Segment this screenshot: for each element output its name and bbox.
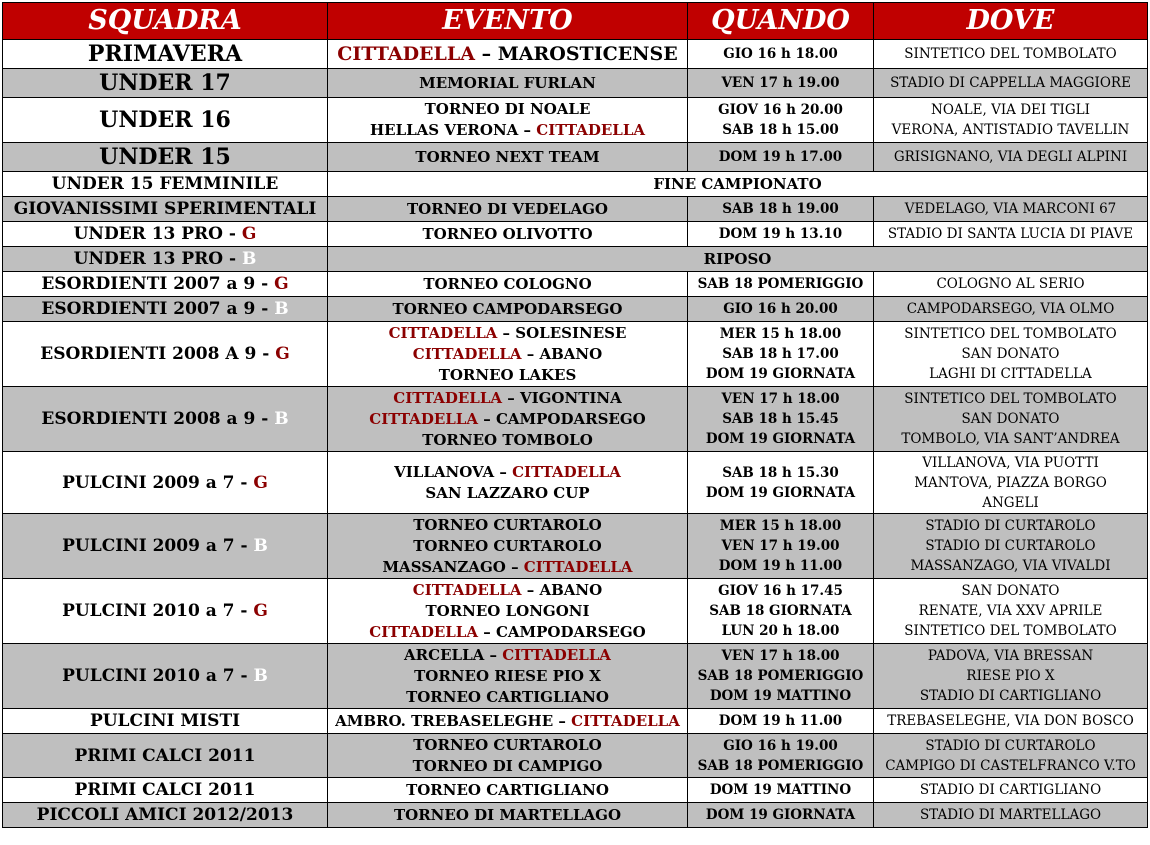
- squadra-group-badge: B: [241, 249, 257, 269]
- table-row: [3, 297, 1148, 322]
- evento-text: TORNEO CARTIGLIANO: [406, 780, 609, 799]
- quando-line: DOM 19 GIORNATA: [705, 484, 856, 501]
- squadra-group-badge: B: [253, 536, 268, 556]
- evento-line: [330, 515, 685, 536]
- squadra-cell: [3, 322, 328, 387]
- evento-line: [330, 120, 685, 141]
- evento-cell: [328, 778, 688, 803]
- dove-cell: [874, 297, 1148, 322]
- squadra-name: ESORDIENTI 2008 a 9 -: [41, 409, 275, 429]
- squadra-cell: [3, 803, 328, 828]
- squadra-cell: [3, 69, 328, 98]
- quando-line: DOM 19 GIORNATA: [705, 807, 856, 823]
- quando-cell: [688, 644, 874, 709]
- table-row: [3, 514, 1148, 579]
- quando-cell: [688, 98, 874, 143]
- team-highlight: CITTADELLA: [369, 409, 478, 428]
- dove-line: STADIO DI CURTAROLO: [925, 538, 1096, 554]
- evento-text: TORNEO COLOGNO: [423, 274, 592, 293]
- dove-line: STADIO DI CAPPELLA MAGGIORE: [890, 75, 1131, 91]
- team-highlight: CITTADELLA: [512, 462, 621, 481]
- evento-line: [330, 388, 685, 409]
- quando-line: SAB 18 h 15.45: [722, 411, 839, 427]
- evento-text: TORNEO LONGONI: [425, 601, 590, 620]
- dove-cell: [874, 734, 1148, 778]
- evento-line: [330, 44, 685, 65]
- squadra-name: PULCINI 2009 a 7 -: [62, 472, 254, 493]
- evento-line: [330, 580, 685, 601]
- dove-line: RIESE PIO X: [966, 668, 1055, 684]
- squadra-name: UNDER 13 PRO -: [73, 224, 242, 244]
- dove-line: CAMPODARSEGO, VIA OLMO: [906, 301, 1115, 317]
- quando-line: SAB 18 h 15.00: [722, 122, 839, 138]
- quando-cell: [688, 222, 874, 247]
- dove-cell: [874, 452, 1148, 514]
- dove-line: ANGELI: [982, 494, 1039, 511]
- evento-line: [330, 299, 685, 320]
- squadra-name: PULCINI 2010 a 7 -: [62, 666, 254, 686]
- header-evento: EVENTO: [328, 3, 688, 40]
- evento-text: – ABANO: [521, 580, 603, 599]
- quando-line: VEN 17 h 18.00: [721, 391, 840, 407]
- evento-text: TORNEO CAMPODARSEGO: [392, 299, 623, 318]
- evento-cell: [328, 98, 688, 143]
- dove-cell: [874, 69, 1148, 98]
- evento-text: SAN LAZZARO CUP: [425, 483, 590, 502]
- table-row: [3, 644, 1148, 709]
- evento-cell: [328, 579, 688, 644]
- evento-cell: [328, 387, 688, 452]
- dove-line: STADIO DI CARTIGLIANO: [919, 782, 1102, 798]
- squadra-cell: [3, 734, 328, 778]
- dove-line: STADIO DI CURTAROLO: [925, 518, 1096, 534]
- evento-cell: [328, 272, 688, 297]
- squadra-group-badge: G: [253, 601, 268, 621]
- dove-line: SINTETICO DEL TOMBOLATO: [904, 623, 1117, 639]
- squadra-group-badge: G: [241, 224, 257, 244]
- dove-cell: [874, 143, 1148, 172]
- quando-cell: [688, 143, 874, 172]
- evento-text: TORNEO DI VEDELAGO: [407, 199, 608, 218]
- evento-text: ARCELLA –: [404, 645, 503, 664]
- evento-line: [330, 199, 685, 220]
- evento-text: HELLAS VERONA –: [369, 121, 537, 139]
- schedule-body: [3, 40, 1148, 828]
- squadra-cell: [3, 452, 328, 514]
- evento-text: TORNEO DI MARTELLAGO: [393, 805, 622, 824]
- evento-text: MASSANZAGO –: [382, 557, 524, 576]
- table-row: [3, 69, 1148, 98]
- evento-cell: [328, 197, 688, 222]
- dove-cell: [874, 222, 1148, 247]
- quando-line: VEN 17 h 18.00: [721, 648, 840, 664]
- evento-span-cell: FINE CAMPIONATO: [328, 172, 1148, 197]
- quando-line: GIO 16 h 18.00: [723, 46, 838, 62]
- squadra-cell: [3, 247, 328, 272]
- table-row: [3, 98, 1148, 143]
- dove-line: LAGHI DI CITTADELLA: [929, 366, 1092, 382]
- header-row: [3, 3, 1148, 40]
- evento-text: TORNEO LAKES: [438, 365, 577, 384]
- evento-line: [330, 805, 685, 826]
- squadra-group-badge: B: [253, 666, 268, 686]
- table-row: [3, 803, 1148, 828]
- dove-cell: [874, 98, 1148, 143]
- evento-text: TORNEO NEXT TEAM: [415, 147, 600, 166]
- team-highlight: CITTADELLA: [393, 388, 503, 407]
- table-row: [3, 778, 1148, 803]
- dove-cell: [874, 514, 1148, 579]
- quando-cell: [688, 297, 874, 322]
- team-highlight: CITTADELLA: [536, 121, 646, 139]
- dove-cell: [874, 803, 1148, 828]
- dove-cell: [874, 778, 1148, 803]
- team-highlight: CITTADELLA: [412, 580, 522, 599]
- squadra-name: ESORDIENTI 2007 a 9 -: [41, 299, 275, 319]
- dove-line: SAN DONATO: [961, 411, 1060, 427]
- quando-cell: [688, 514, 874, 579]
- table-row: [3, 322, 1148, 387]
- squadra-cell: [3, 778, 328, 803]
- squadra-cell: [3, 272, 328, 297]
- dove-line: GRISIGNANO, VIA DEGLI ALPINI: [893, 149, 1128, 165]
- evento-text: – MAROSTICENSE: [474, 42, 678, 65]
- quando-cell: [688, 734, 874, 778]
- quando-line: DOM 19 h 13.10: [718, 226, 843, 242]
- dove-line: PADOVA, VIA BRESSAN: [927, 648, 1094, 664]
- squadra-group-badge: G: [274, 274, 289, 294]
- dove-line: MANTOVA, PIAZZA BORGO: [914, 474, 1107, 491]
- team-highlight: CITTADELLA: [337, 42, 475, 65]
- squadra-name: UNDER 15 FEMMINILE: [51, 174, 279, 194]
- squadra-cell: [3, 172, 328, 197]
- table-row: [3, 387, 1148, 452]
- dove-line: CAMPIGO DI CASTELFRANCO V.TO: [885, 757, 1136, 774]
- squadra-cell: [3, 98, 328, 143]
- dove-cell: [874, 644, 1148, 709]
- evento-text: TORNEO CURTAROLO: [413, 536, 602, 555]
- evento-line: [330, 430, 685, 451]
- evento-cell: [328, 514, 688, 579]
- quando-line: GIOV 16 h 20.00: [718, 102, 843, 118]
- table-row: [3, 709, 1148, 734]
- squadra-name: PICCOLI AMICI 2012/2013: [36, 805, 294, 825]
- dove-cell: [874, 197, 1148, 222]
- evento-line: [330, 99, 685, 120]
- table-row: [3, 40, 1148, 69]
- quando-line: DOM 19 GIORNATA: [705, 431, 856, 447]
- quando-line: VEN 17 h 19.00: [721, 75, 840, 91]
- dove-line: VILLANOVA, VIA PUOTTI: [922, 454, 1099, 471]
- squadra-cell: [3, 40, 328, 69]
- evento-text: TORNEO OLIVOTTO: [422, 224, 593, 243]
- table-row: [3, 172, 1148, 197]
- header-quando: QUANDO: [688, 3, 874, 40]
- dove-cell: [874, 322, 1148, 387]
- evento-text: TORNEO RIESE PIO X: [414, 666, 601, 685]
- squadra-cell: [3, 579, 328, 644]
- evento-cell: [328, 803, 688, 828]
- evento-text: TORNEO CARTIGLIANO: [406, 687, 609, 706]
- evento-cell: [328, 644, 688, 709]
- evento-line: [330, 645, 685, 666]
- evento-cell: [328, 452, 688, 514]
- dove-cell: [874, 579, 1148, 644]
- evento-line: [330, 687, 685, 708]
- dove-cell: [874, 387, 1148, 452]
- quando-line: LUN 20 h 18.00: [721, 623, 840, 639]
- squadra-name: UNDER 15: [99, 144, 231, 170]
- squadra-cell: [3, 297, 328, 322]
- quando-line: DOM 19 MATTINO: [709, 688, 852, 704]
- quando-cell: [688, 778, 874, 803]
- dove-line: SINTETICO DEL TOMBOLATO: [904, 46, 1117, 62]
- evento-line: [330, 536, 685, 557]
- dove-line: SINTETICO DEL TOMBOLATO: [904, 326, 1117, 342]
- table-row: [3, 197, 1148, 222]
- quando-cell: [688, 40, 874, 69]
- evento-line: [330, 601, 685, 622]
- quando-line: DOM 19 GIORNATA: [705, 366, 856, 382]
- evento-text: – ABANO: [521, 344, 603, 363]
- squadra-group-badge: G: [275, 344, 290, 364]
- evento-cell: [328, 222, 688, 247]
- quando-cell: [688, 272, 874, 297]
- evento-text: TORNEO CURTAROLO: [413, 515, 602, 534]
- evento-line: [330, 224, 685, 245]
- dove-line: VEDELAGO, VIA MARCONI 67: [904, 201, 1117, 217]
- table-row: [3, 222, 1148, 247]
- evento-cell: [328, 734, 688, 778]
- dove-line: SAN DONATO: [961, 583, 1060, 599]
- evento-line: [330, 274, 685, 295]
- evento-line: [330, 323, 685, 344]
- evento-text: – SOLESINESE: [497, 323, 627, 342]
- evento-line: [330, 622, 685, 643]
- squadra-cell: [3, 197, 328, 222]
- quando-line: DOM 19 h 11.00: [718, 558, 843, 574]
- squadra-name: PULCINI 2009 a 7 -: [62, 536, 254, 556]
- header-squadra: SQUADRA: [3, 3, 328, 40]
- dove-line: RENATE, VIA XXV APRILE: [918, 603, 1103, 619]
- quando-cell: [688, 69, 874, 98]
- squadra-name: UNDER 16: [99, 107, 231, 133]
- table-row: [3, 272, 1148, 297]
- dove-line: STADIO DI MARTELLAGO: [919, 807, 1102, 823]
- team-highlight: CITTADELLA: [412, 344, 522, 363]
- evento-cell: [328, 322, 688, 387]
- squadra-cell: [3, 709, 328, 734]
- squadra-name: PULCINI 2010 a 7 -: [62, 601, 254, 621]
- dove-line: SINTETICO DEL TOMBOLATO: [904, 391, 1117, 407]
- squadra-name: PRIMI CALCI 2011: [74, 780, 256, 800]
- squadra-cell: [3, 143, 328, 172]
- quando-cell: [688, 803, 874, 828]
- evento-text: – VIGONTINA: [502, 388, 622, 407]
- evento-line: [330, 780, 685, 801]
- table-row: [3, 143, 1148, 172]
- team-highlight: CITTADELLA: [523, 557, 633, 576]
- quando-line: VEN 17 h 19.00: [721, 538, 840, 554]
- squadra-name: PRIMI CALCI 2011: [74, 745, 256, 766]
- squadra-name: UNDER 17: [99, 70, 231, 96]
- evento-text: AMBRO. TREBASELEGHE –: [335, 711, 572, 730]
- quando-line: SAB 18 POMERIGGIO: [697, 668, 864, 684]
- squadra-cell: [3, 644, 328, 709]
- dove-line: MASSANZAGO, VIA VIVALDI: [910, 558, 1111, 574]
- evento-line: [330, 462, 685, 483]
- evento-line: [330, 344, 685, 365]
- quando-cell: [688, 197, 874, 222]
- evento-line: [330, 147, 685, 168]
- dove-cell: [874, 40, 1148, 69]
- table-row: [3, 734, 1148, 778]
- dove-line: TOMBOLO, VIA SANT’ANDREA: [901, 431, 1120, 447]
- quando-line: SAB 18 h 19.00: [722, 201, 839, 217]
- quando-line: MER 15 h 18.00: [719, 518, 842, 534]
- quando-cell: [688, 452, 874, 514]
- quando-line: DOM 19 h 17.00: [718, 149, 843, 165]
- squadra-cell: [3, 387, 328, 452]
- evento-cell: [328, 40, 688, 69]
- squadra-name: PULCINI MISTI: [89, 711, 241, 731]
- evento-cell: [328, 143, 688, 172]
- squadra-cell: [3, 514, 328, 579]
- squadra-name: UNDER 13 PRO -: [73, 249, 242, 269]
- squadra-name: PRIMAVERA: [87, 41, 243, 67]
- dove-cell: [874, 709, 1148, 734]
- evento-line: [330, 666, 685, 687]
- quando-line: SAB 18 h 15.30: [722, 464, 839, 481]
- evento-cell: [328, 297, 688, 322]
- quando-cell: [688, 322, 874, 387]
- quando-cell: [688, 387, 874, 452]
- quando-line: DOM 19 h 11.00: [718, 713, 843, 729]
- evento-line: [330, 73, 685, 94]
- table-row: [3, 247, 1148, 272]
- table-row: [3, 452, 1148, 514]
- dove-line: SAN DONATO: [961, 346, 1060, 362]
- evento-text: TORNEO DI CAMPIGO: [412, 756, 603, 775]
- evento-line: [330, 711, 685, 732]
- team-highlight: CITTADELLA: [369, 622, 478, 641]
- quando-line: DOM 19 MATTINO: [709, 782, 852, 798]
- quando-cell: [688, 709, 874, 734]
- squadra-group-badge: G: [253, 472, 268, 493]
- quando-line: SAB 18 POMERIGGIO: [697, 276, 864, 292]
- team-highlight: CITTADELLA: [388, 323, 498, 342]
- quando-line: SAB 18 GIORNATA: [709, 603, 852, 619]
- quando-line: GIO 16 h 20.00: [723, 301, 838, 317]
- evento-line: [330, 483, 685, 504]
- quando-line: GIOV 16 h 17.45: [718, 583, 843, 599]
- header-dove: DOVE: [874, 3, 1148, 40]
- evento-line: [330, 365, 685, 386]
- quando-line: SAB 18 h 17.00: [722, 346, 839, 362]
- squadra-name: ESORDIENTI 2007 a 9 -: [41, 274, 275, 294]
- quando-cell: [688, 579, 874, 644]
- dove-line: NOALE, VIA DEI TIGLI: [931, 102, 1090, 118]
- evento-line: [330, 557, 685, 578]
- evento-line: [330, 756, 685, 777]
- evento-text: – CAMPODARSEGO: [478, 409, 646, 428]
- team-highlight: CITTADELLA: [571, 711, 680, 730]
- evento-text: VILLANOVA –: [394, 462, 513, 481]
- dove-cell: [874, 272, 1148, 297]
- evento-line: [330, 409, 685, 430]
- dove-line: STADIO DI CURTAROLO: [925, 737, 1096, 754]
- squadra-group-badge: B: [274, 299, 289, 319]
- quando-line: GIO 16 h 19.00: [723, 737, 838, 754]
- schedule-table: [2, 2, 1148, 828]
- dove-line: STADIO DI CARTIGLIANO: [919, 688, 1102, 704]
- squadra-name: ESORDIENTI 2008 A 9 -: [40, 344, 276, 364]
- evento-text: MEMORIAL FURLAN: [419, 73, 596, 92]
- dove-line: TREBASELEGHE, VIA DON BOSCO: [887, 713, 1134, 729]
- evento-text: TORNEO DI NOALE: [424, 100, 591, 118]
- table-row: [3, 579, 1148, 644]
- squadra-name: GIOVANISSIMI SPERIMENTALI: [13, 199, 317, 219]
- evento-span-cell: RIPOSO: [328, 247, 1148, 272]
- evento-text: TORNEO CURTAROLO: [413, 735, 602, 754]
- evento-cell: [328, 69, 688, 98]
- evento-text: – CAMPODARSEGO: [478, 622, 646, 641]
- quando-line: MER 15 h 18.00: [719, 326, 842, 342]
- quando-line: SAB 18 POMERIGGIO: [697, 757, 864, 774]
- team-highlight: CITTADELLA: [502, 645, 611, 664]
- squadra-cell: [3, 222, 328, 247]
- evento-text: TORNEO TOMBOLO: [422, 430, 593, 449]
- squadra-group-badge: B: [274, 409, 289, 429]
- dove-line: VERONA, ANTISTADIO TAVELLIN: [891, 122, 1130, 138]
- evento-line: [330, 735, 685, 756]
- dove-line: STADIO DI SANTA LUCIA DI PIAVE: [887, 226, 1134, 242]
- dove-line: COLOGNO AL SERIO: [936, 276, 1085, 292]
- evento-cell: [328, 709, 688, 734]
